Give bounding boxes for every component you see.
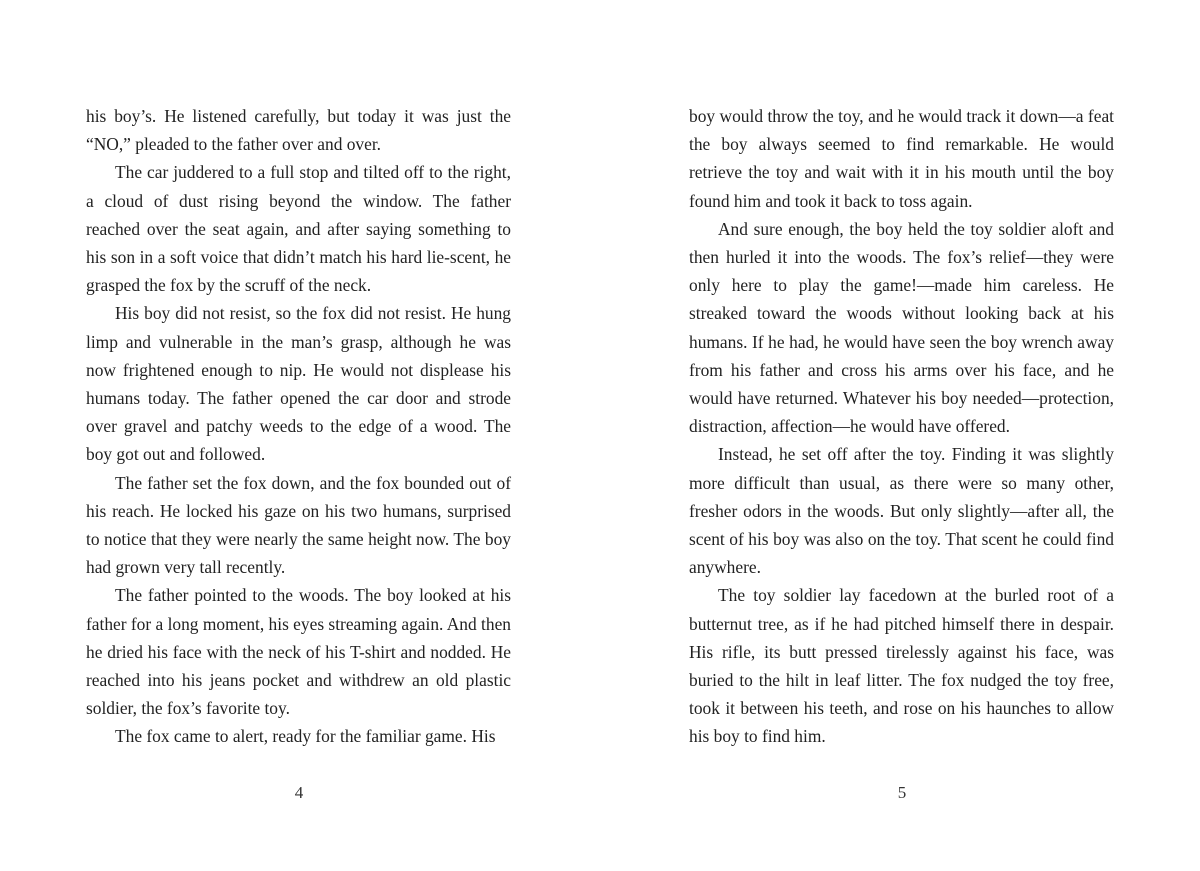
paragraph: The toy soldier lay facedown at the burled root of a butternut tree, as if he had pitched himself there in despair. His rifle, its butt pressed tirelessly against his face, was buried to the hilt in leaf litter. The fox nudged the toy free, took it between his teeth, and rose on his haunches to allow his boy to find him. bbox=[689, 585, 1114, 747]
paragraph: His boy did not resist, so the fox did not resist. He hung limp and vulnerable in the man’s grasp, although he was now frightened enough to nip. He would not displease his humans today. The father opened the car door and strode over gravel and patchy weeds to the edge of a wood. The boy got out and followed. bbox=[86, 303, 511, 465]
paragraph: The father pointed to the woods. The boy looked at his father for a long moment, his eyes streaming again. And then he dried his face with the neck of his T-shirt and nodded. He reached into his jeans pocket and withdrew an old plastic soldier, the fox’s favorite toy. bbox=[86, 585, 511, 719]
paragraph: Instead, he set off after the toy. Finding it was slightly more difficult than usual, as there were so many other, fresher odors in the woods. But only slightly—after all, the scent of his boy was also on the toy. That scent he could find anywhere. bbox=[689, 444, 1114, 578]
page-number-right: 5 bbox=[897, 783, 907, 802]
paragraph: boy would throw the toy, and he would track it down—a feat the boy always seemed to find remarkable. He would retrieve the toy and wait with it in his mouth until the boy found him and took it back to toss again. bbox=[689, 106, 1114, 211]
page-number-left: 4 bbox=[294, 783, 304, 802]
paragraph: his boy’s. He listened carefully, but today it was just the “NO,” pleaded to the father over and over. bbox=[86, 106, 511, 155]
right-page-text bbox=[689, 102, 1114, 751]
paragraph: The father set the fox down, and the fox bounded out of his reach. He locked his gaze on his two humans, surprised to notice that they were nearly the same height now. The boy had grown very tall recently. bbox=[86, 472, 511, 578]
left-page-text bbox=[86, 102, 511, 751]
paragraph: And sure enough, the boy held the toy soldier aloft and then hurled it into the woods. The fox’s relief—they were only here to play the game!—made him careless. He streaked toward the woods without looking back at his humans. If he had, he would have seen the boy wrench away from his father and cross his arms over his face, and he would have returned. Whatever his boy needed—protection, distraction, affection—he would have offered. bbox=[689, 218, 1114, 437]
paragraph: The fox came to alert, ready for the familiar game. His bbox=[115, 726, 496, 747]
paragraph: The car juddered to a full stop and tilted off to the right, a cloud of dust rising beyond the window. The father reached over the seat again, and after saying something to his son in a soft voice that didn’t match his hard lie-scent, he grasped the fox by the scruff of the neck. bbox=[86, 162, 511, 296]
